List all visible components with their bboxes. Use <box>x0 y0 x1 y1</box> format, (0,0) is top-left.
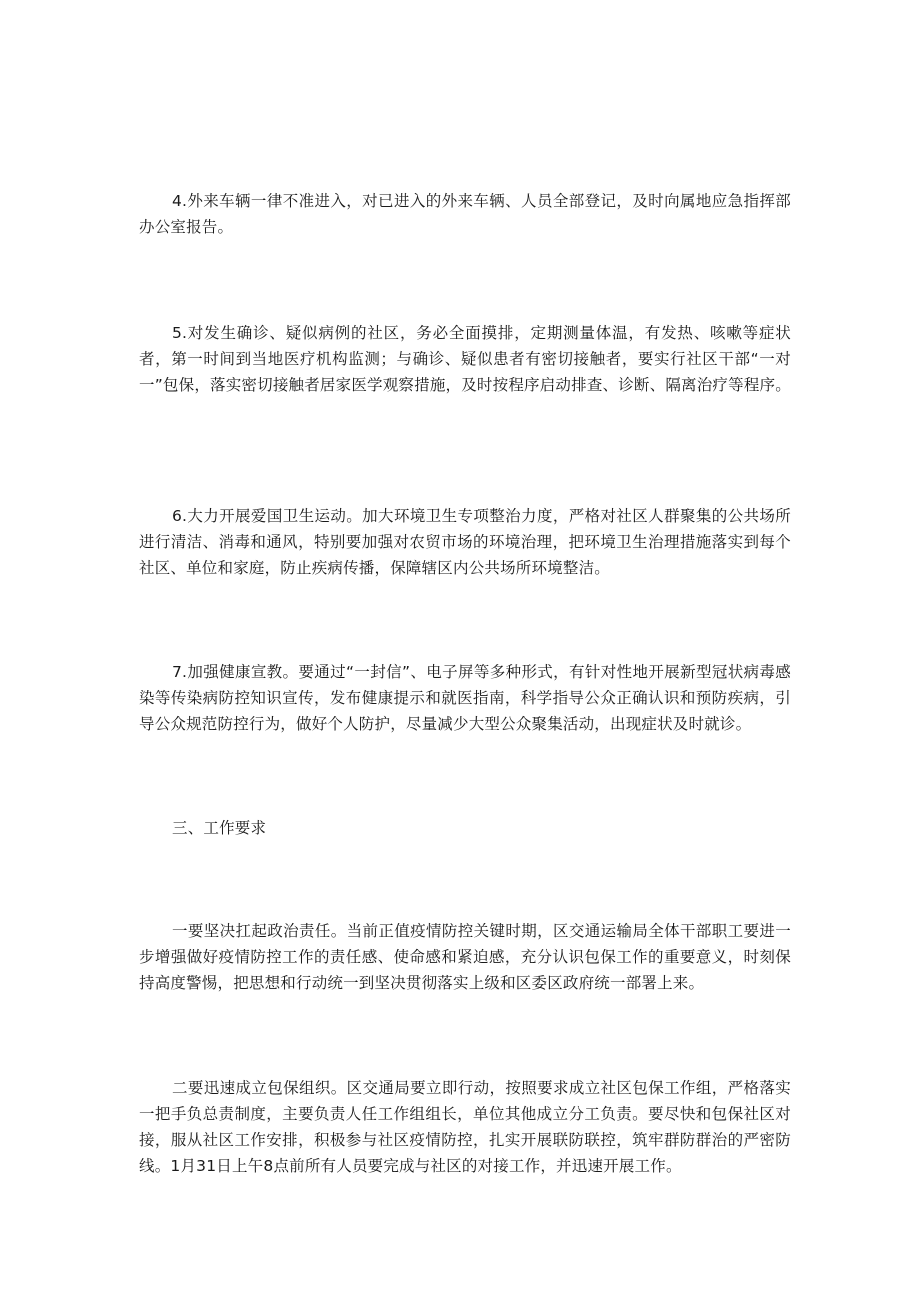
paragraph-item-7: 7.加强健康宣教。要通过“一封信”、电子屏等多种形式，有针对性地开展新型冠状病毒感染等传染病防控知识宣传，发布健康提示和就医指南，科学指导公众正确认识和预防疾病，引导公众规范防控行为，做好个人防护，尽量减少大型公众聚集活动，出现症状及时就诊。 <box>139 663 791 733</box>
section-heading-work-requirements: 三、工作要求 <box>172 819 267 837</box>
paragraph-item-4: 4.外来车辆一律不准进入，对已进入的外来车辆、人员全部登记，及时向属地应急指挥部办公室报告。 <box>139 192 791 236</box>
paragraph-requirement-1: 一要坚决扛起政治责任。当前正值疫情防控关键时期，区交通运输局全体干部职工要进一步增强做好疫情防控工作的责任感、使命感和紧迫感，充分认识包保工作的重要意义，时刻保持高度警惕，把思想和行动统一到坚决贯彻落实上级和区委区政府统一部署上来。 <box>139 922 791 992</box>
paragraph-requirement-2: 二要迅速成立包保组织。区交通局要立即行动，按照要求成立社区包保工作组，严格落实一把手负总责制度，主要负责人任工作组组长，单位其他成立分工负责。要尽快和包保社区对接，服从社区工作安排，积极参与社区疫情防控，扎实开展联防联控，筑牢群防群治的严密防线。1月31日上午8点前所有人员要完成与社区的对接工作，并迅速开展工作。 <box>139 1079 791 1175</box>
paragraph-item-5: 5.对发生确诊、疑似病例的社区，务必全面摸排，定期测量体温，有发热、咳嗽等症状者，第一时间到当地医疗机构监测；与确诊、疑似患者有密切接触者，要实行社区干部“一对一”包保，落实密切接触者居家医学观察措施，及时按程序启动排查、诊断、隔离治疗等程序。 <box>139 324 791 394</box>
paragraph-item-6: 6.大力开展爱国卫生运动。加大环境卫生专项整治力度，严格对社区人群聚集的公共场所进行清洁、消毒和通风，特别要加强对农贸市场的环境治理，把环境卫生治理措施落实到每个社区、单位和家庭，防止疾病传播，保障辖区内公共场所环境整洁。 <box>139 507 791 577</box>
